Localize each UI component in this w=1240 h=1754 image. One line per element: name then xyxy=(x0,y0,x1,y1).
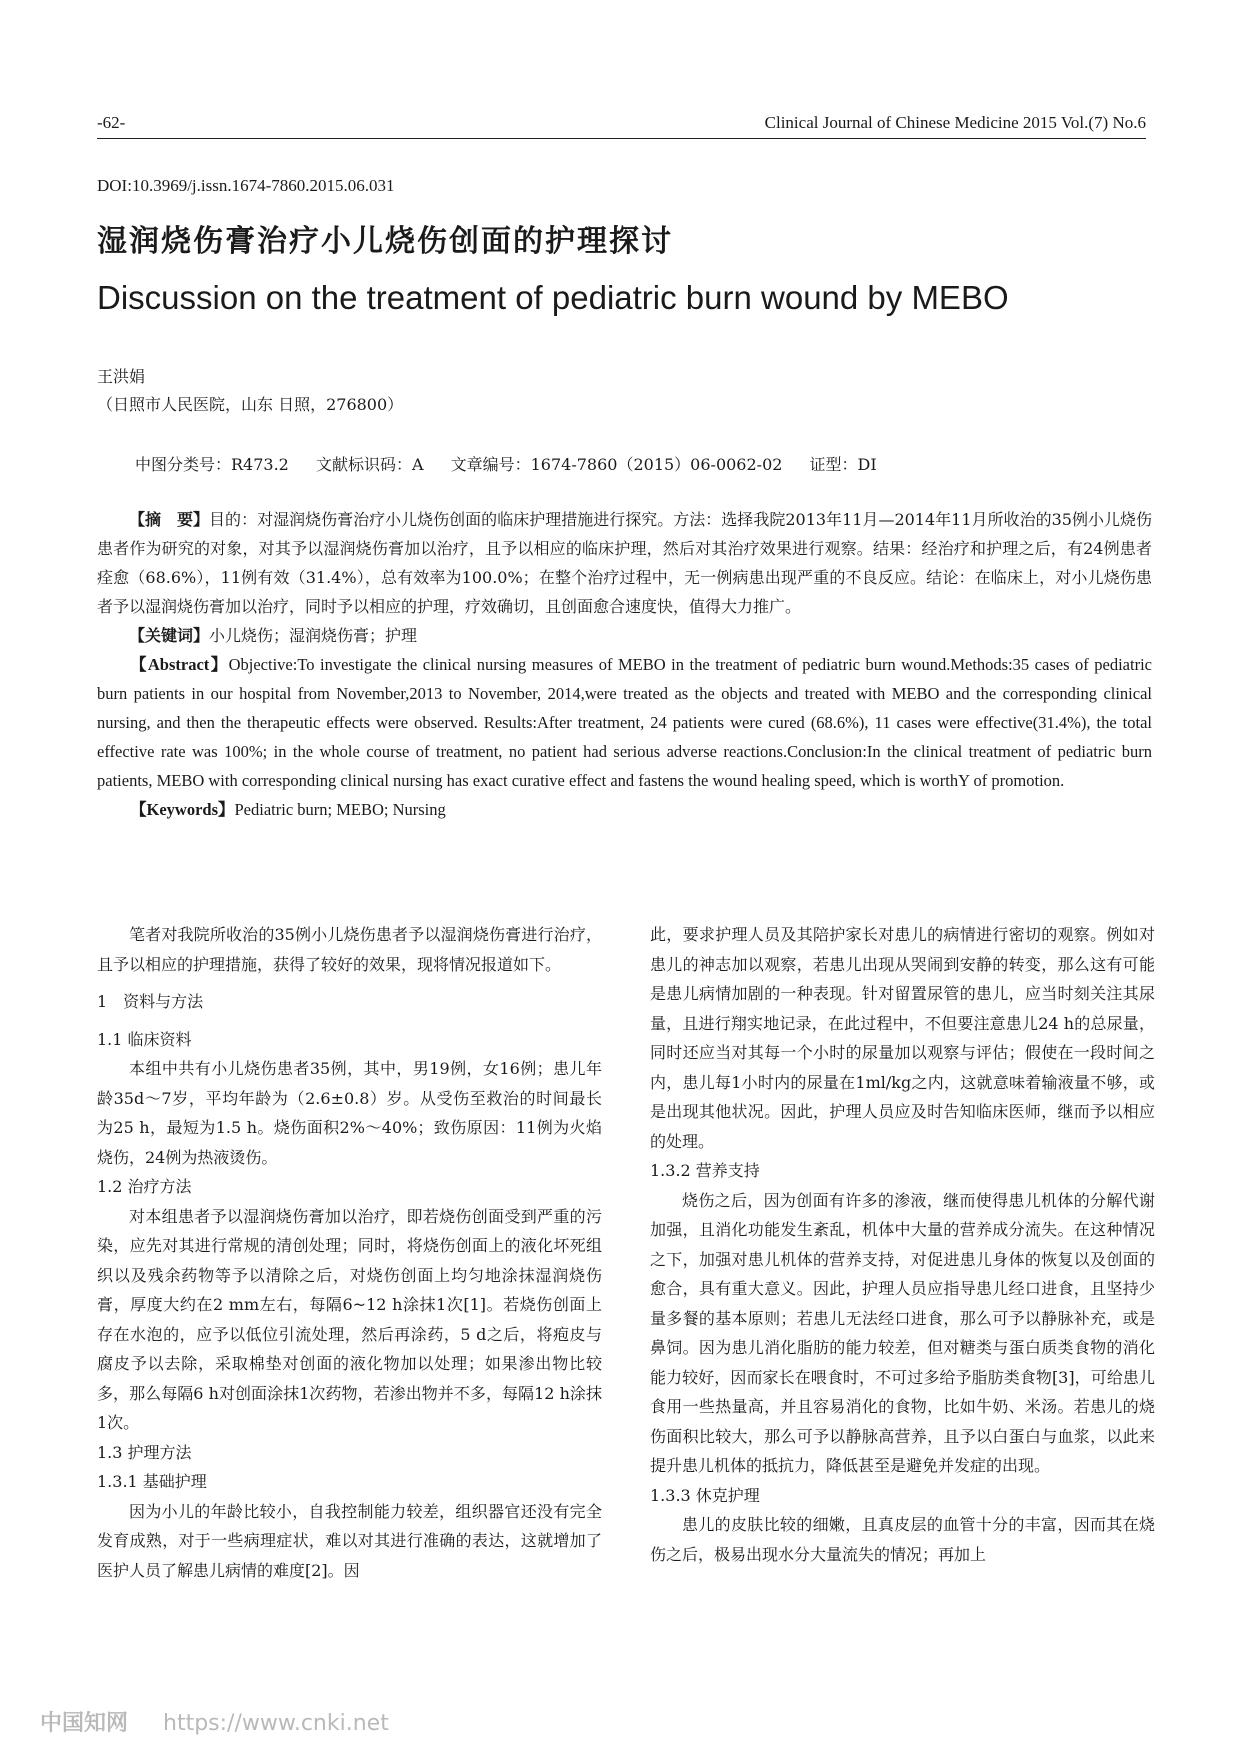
paragraph: 患儿的皮肤比较的细嫩，且真皮层的血管十分的丰富，因而其在烧伤之后，极易出现水分大量流失的情况；再加上 xyxy=(650,1515,1155,1564)
abstract-chinese xyxy=(97,505,1152,621)
clc-number: 中图分类号：R473.2 xyxy=(135,455,289,474)
abstract-text: 目的：对湿润烧伤膏治疗小儿烧伤创面的临床护理措施进行探究。方法：选择我院2013年11月—2014年11月所收治的35例小儿烧伤患者作为研究的对象，对其予以湿润烧伤膏加以治疗，且予以相应的临床护理，然后对其治疗效果进行观察。结果：经治疗和护理之后，有24例患者痊愈（68.6%），11例有效（31.4%），总有效率为100.0%；在整个治疗过程中，无一例病患出现严重的不良反应。结论：在临床上，对小儿烧伤患者予以湿润烧伤膏加以治疗，同时予以相应的护理，疗效确切，且创面愈合速度快，值得大力推广。 xyxy=(97,510,1152,616)
keywords-en-text: Pediatric burn; MEBO; Nursing xyxy=(234,800,446,819)
paragraph: 对本组患者予以湿润烧伤膏加以治疗，即若烧伤创面受到严重的污染，应先对其进行常规的清创处理；同时，将烧伤创面上的液化坏死组织以及残余药物等予以清除之后，对烧伤创面上均匀地涂抹湿润烧伤膏，厚度大约在2 mm左右，每隔6~12 h涂抹1次[1]。若烧伤创面上存在水泡的，应予以低位引流处理，然后再涂药，5 d之后，将疱皮与腐皮予以去除，采取棉垫对创面的液化物加以处理；如果渗出物比较多，那么每隔6 h对创面涂抹1次药物，若渗出物并不多，每隔12 h涂抹1次。 xyxy=(97,1206,602,1432)
cnki-logo: 中国知网 xyxy=(40,1711,129,1736)
subsection-heading: 1.3.3 休克护理 xyxy=(650,1485,760,1505)
author: 王洪娟 xyxy=(97,367,146,386)
section-heading: 1 资料与方法 xyxy=(97,992,204,1011)
subsection-heading: 1.3 护理方法 xyxy=(97,1442,192,1462)
keywords-english xyxy=(97,795,1152,824)
evidence-type: 证型：DI xyxy=(809,455,877,474)
abstract-en-label: 【Abstract】 xyxy=(130,655,229,674)
journal-header: Clinical Journal of Chinese Medicine 2015 Vol.(7) No.6 xyxy=(764,113,1146,132)
subsection-heading: 1.1 临床资料 xyxy=(97,1029,192,1049)
abstract-en-text: Objective:To investigate the clinical nursing measures of MEBO in the treatment of pediatric burn wound.Methods:35 cases of pediatric burn patients in our hospital from November,2013 to November, 2014,were treated as the objects and treated with MEBO and the corresponding clinical nursing, and then the therapeutic effects were observed. Results:After treatment, 24 patients were cured (68.6%), 11 cases were effective(31.4%), the total effective rate was 100%; in the whole course of treatment, no patient had serious adverse reactions.Conclusion:In the clinical treatment of pediatric burn patients, MEBO with corresponding clinical nursing has exact curative effect and fastens the wound healing speed, which is worthY of promotion. xyxy=(97,655,1152,790)
doi: DOI:10.3969/j.issn.1674-7860.2015.06.031 xyxy=(97,176,395,195)
page-number: -62- xyxy=(97,113,126,132)
abstract-label: 【摘 要】 xyxy=(129,510,210,529)
keywords-chinese xyxy=(97,621,1152,650)
body-column-left xyxy=(97,920,602,1585)
abstract-section xyxy=(97,505,1152,824)
intro-paragraph: 笔者对我院所收治的35例小儿烧伤患者予以湿润烧伤膏进行治疗，且予以相应的护理措施，获得了较好的效果，现将情况报道如下。 xyxy=(97,925,602,974)
body-column-right xyxy=(650,920,1155,1569)
classification-line xyxy=(135,452,899,475)
subsection-heading: 1.3.1 基础护理 xyxy=(97,1472,207,1491)
paragraph-continued: 此，要求护理人员及其陪护家长对患儿的病情进行密切的观察。例如对患儿的神志加以观察，若患儿出现从哭闹到安静的转变，那么这有可能是患儿病情加剧的一种表现。针对留置尿管的患儿，应当时刻关注其尿量，且进行翔实地记录，在此过程中，不但要注意患儿24 h的总尿量，同时还应当对其每一个小时的尿量加以观察与评估；假使在一段时间之内，患儿每1小时内的尿量在1ml/kg之内，这就意味着输液量不够，或是出现其他状况。因此，护理人员应及时告知临床医师，继而予以相应的处理。 xyxy=(650,925,1155,1151)
paragraph: 烧伤之后，因为创面有许多的渗液，继而使得患儿机体的分解代谢加强，且消化功能发生紊乱，机体中大量的营养成分流失。在这种情况之下，加强对患儿机体的营养支持，对促进患儿身体的恢复以及创面的愈合，具有重大意义。因此，护理人员应指导患儿经口进食，且坚持少量多餐的基本原则；若患儿无法经口进食，那么可予以静脉补充，或是鼻饲。因为患儿消化脂肪的能力较差，但对糖类与蛋白质类食物的消化能力较好，因而家长在喂食时，不可过多给予脂肪类食物[3]，可给患儿食用一些热量高，并且容易消化的食物，比如牛奶、米汤。若患儿的烧伤面积比较大，那么可予以静脉高营养，且予以白蛋白与血浆，以此来提升患儿机体的抵抗力，降低甚至是避免并发症的出现。 xyxy=(650,1190,1155,1475)
title-chinese: 湿润烧伤膏治疗小儿烧伤创面的护理探讨 xyxy=(97,224,673,259)
header-divider xyxy=(97,138,1146,139)
document-code: 文献标识码：A xyxy=(315,455,424,474)
paragraph: 本组中共有小儿烧伤患者35例，其中，男19例，女16例；患儿年龄35d～7岁，平均年龄为（2.6±0.8）岁。从受伤至救治的时间最长为25 h，最短为1.5 h。烧伤面积2%～40%；致伤原因：11例为火焰烧伤，24例为热液烫伤。 xyxy=(97,1059,602,1167)
abstract-english xyxy=(97,650,1152,795)
keywords-en-label: 【Keywords】 xyxy=(130,800,235,819)
affiliation: （日照市人民医院，山东 日照，276800） xyxy=(97,395,404,414)
article-number: 文章编号：1674-7860（2015）06-0062-02 xyxy=(450,455,783,474)
cnki-url[interactable]: https://www.cnki.net xyxy=(163,1711,389,1736)
subsection-heading: 1.3.2 营养支持 xyxy=(650,1161,760,1180)
paragraph: 因为小儿的年龄比较小，自我控制能力较差，组织器官还没有完全发育成熟，对于一些病理症状，难以对其进行准确的表达，这就增加了医护人员了解患儿病情的难度[2]。因 xyxy=(97,1501,602,1580)
keywords-text: 小儿烧伤；湿润烧伤膏；护理 xyxy=(209,626,418,645)
title-english: Discussion on the treatment of pediatric burn wound by MEBO xyxy=(97,279,1009,316)
keywords-label: 【关键词】 xyxy=(129,626,210,645)
watermark-footer xyxy=(40,1706,389,1737)
subsection-heading: 1.2 治疗方法 xyxy=(97,1177,192,1196)
